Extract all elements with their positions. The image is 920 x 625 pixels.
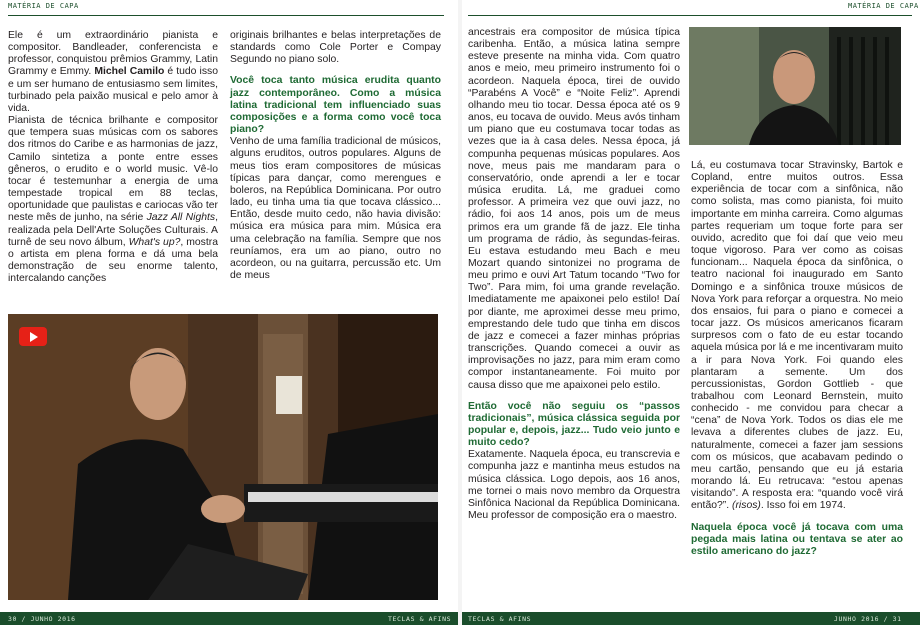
intro-paragraph: Ele é um extraordinário pianista e compositor. Bandleader, conferencista e professor, conquistou prêmios Grammy, Latin Grammy e Emmy. Michel Camilo é tudo isso e um ser humano de entusiasmo sem limites, turbinado pela paixão musical e pelo amor à vida. [8, 30, 218, 114]
interview-question: Então você não seguiu os “passos tradicionais”, música clássica seguida por popular e, depois, jazz... Tudo veio junto e muito cedo? [468, 400, 680, 449]
left-page [0, 0, 458, 625]
footer-bar [0, 612, 458, 625]
page-number: JUNHO 2016 / 31 [834, 615, 902, 623]
header-rule [8, 15, 444, 16]
series-title: Jazz All Nights [146, 212, 216, 224]
album-title: What's up? [128, 236, 181, 248]
section-label: MATÉRIA DE CAPA [848, 2, 919, 10]
youtube-play-icon[interactable] [19, 327, 47, 346]
magazine-name: TECLAS & AFINS [388, 615, 452, 623]
body-paragraph: Pianista de técnica brilhante e compositor que tempera suas músicas com os sabores dos ritmos do Caribe e as harmonias de jazz, Camilo sintetiza a ponte entre esses gêneros, o erudito e o world music. Vê-lo tocar é testemunhar a energia de uma tempestade tropical em 88 teclas, oportunidade que paulistas e cariocas vão ter neste mês de junho, na série Jazz All Nights, realizada pela Dell'Arte Soluções Culturais. A turnê de seu novo álbum, What's up?, mostra o artista em plena forma e dá uma bela demonstração de seu enorme talento, intercalando canções [8, 115, 218, 285]
page-number: 30 / JUNHO 2016 [8, 615, 76, 623]
interview-question: Você toca tanto música erudita quanto jazz contemporâneo. Como a música latina tradicional tem influenciado suas composições e a forma como você toca piano? [230, 75, 441, 136]
header-rule [468, 15, 912, 16]
interview-question: Naquela época você já tocava com uma pegada mais latina ou tentava se ater ao estilo americano do jazz? [691, 521, 903, 557]
artist-name: Michel Camilo [94, 66, 165, 78]
section-label: MATÉRIA DE CAPA [8, 2, 79, 10]
interview-answer: Exatamente. Naquela época, eu transcrevia e compunha jazz e mantinha meus estudos na música clássica. Logo depois, aos 16 anos, me tornei o mais novo membro da Orquestra Sinfônica Nacional da República Dominicana. Meu professor de composição era o maestro. [468, 449, 680, 522]
column-2 [230, 30, 441, 282]
body-paragraph: originais brilhantes e belas interpretações de standards como Cole Porter e Compay Segundo no piano solo. [230, 30, 441, 66]
interview-answer: Venho de uma família tradicional de músicos, alguns eruditos, outros populares. Alguns de meus tios eram compositores de músicas típicas para dançar, como merengues e boleros, na República Dominicana. Por outro lado, eu tinha uma tia que tocava clássico... Então, desde muito cedo, não havia divisão: música era música para mim. Música era uma celebração na família. Sempre que nos reuníamos, era um ao piano, outro no acordeon, ou na guitarra, percussão etc. Um de meus [230, 136, 441, 281]
interview-answer: Lá, eu costumava tocar Stravinsky, Bartok e Copland, entre muitos outros. Essa experiência de tocar com a sinfônica, não como solista, mas como pianista, foi muito importante em minha carreira. Como algumas partes requeriam um toque forte para ser ouvido, acredito que foi daí que veio meu toque vigoroso. Para ver como as coisas funcionam... Naquela época da sinfônica, o teatro nacional foi inaugurado em Santo Domingo e a sinfônica trouxe músicos de Nova York para reforçar a orquestra. No meio dos ensaios, fui para o piano e comecei a tocar jazz. Os músicos americanos ficaram surpresos com o fato de eu estar tocando aquela música por lá e me incentivaram muito a ir para Nova York. Foi quando eles plantaram a semente. Um dos percussionistas, Gordon Gottlieb - que trabalhou com Leonard Bernstein, muito conhecido - me convidou para checar a “cena” de Nova York. Todos os dias ele me levava a diferentes clubes de jazz. Eu, naturalmente, comecei a fazer jam sessions com os músicos, que acabavam pedindo o meu cartão, pensando que eu já estaria morando lá. Eu retrucava: “estou apenas visitando”. A resposta era: “quando você virá então?”. (risos). Isso foi em 1974. [691, 160, 903, 512]
portrait-photo [689, 27, 901, 145]
pianist-photo [8, 314, 438, 600]
column-1 [8, 30, 218, 285]
footer-bar [462, 612, 920, 625]
interview-answer: ancestrais era compositor de música típica caribenha. Então, a música latina sempre esteve presente na minha vida. Com quatro anos e meio, meu primeiro instrumento foi o acordeon. Naquela época, tirei de ouvido “Parabéns A Você” e “Noite Feliz”. Aprendi olhando meu tio tocar. Dessa época até os 9 anos, eu tocava de ouvido. Meus avós tinham um piano que eu costumava tocar todas as vezes que ia à casa deles. Nessa época, já compunha pequenas músicas populares. Aos nove, meus pais me mandaram para o conservatório, onde aprendi a ler e tocar música erudita. Lá, me graduei como professor. A primeira vez que ouvi jazz, no rádio, foi aos 14 anos, pois um de meus primos era um grande fã de jazz. Ele tinha um programa de rádio, às segundas-feiras. Eu estava estudando meu Bach e meu Mozart quando sintonizei no programa de meu primo e ouvi Art Tatum tocando “Two for Two”. Para mim, foi uma grande revelação. Imediatamente me apaixonei pelo estilo! Daí por diante, me aproximei desse meu primo, emprestando dele tudo que tinha em discos de jazz e comecei a fazer minhas próprias transcrições. Quando comecei a ouvir as improvisações no jazz, para mim eram como compor instantaneamente. Foi muito por causa disso que me apaixonei pelo estilo. [468, 27, 680, 391]
portrait-photo-illustration [689, 27, 901, 145]
pianist-photo-illustration [8, 314, 438, 600]
magazine-name: TECLAS & AFINS [468, 615, 532, 623]
column-2 [691, 160, 903, 558]
column-1 [468, 27, 680, 522]
